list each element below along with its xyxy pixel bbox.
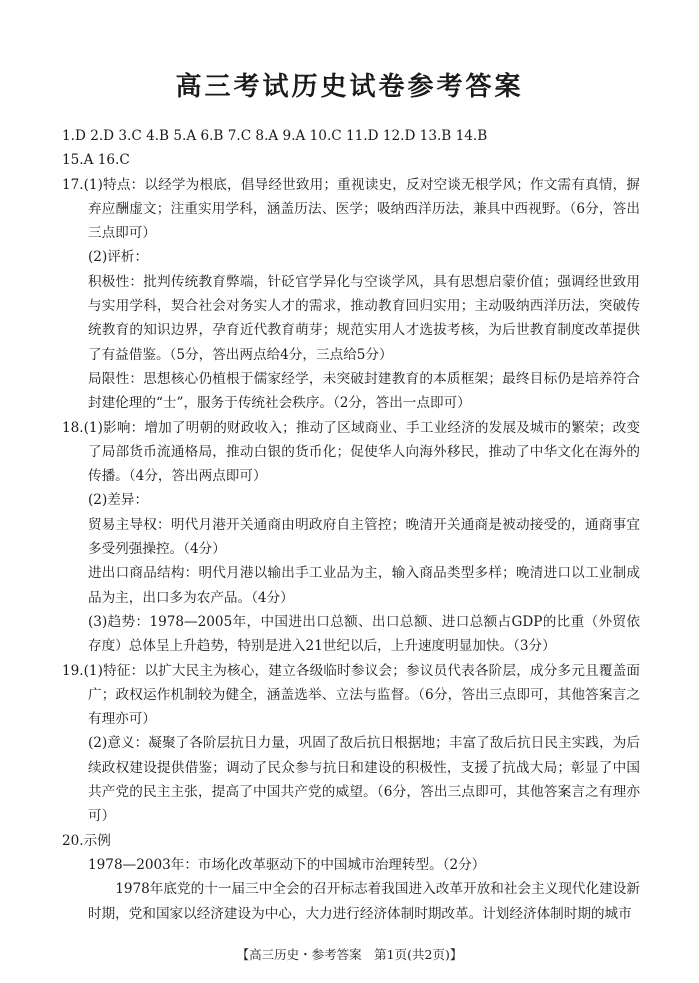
q19-part2: (2)意义：凝聚了各阶层抗日力量，巩固了敌后抗日根据地；丰富了敌后抗日民主实践，为后续政权建设提供借鉴；调动了民众参与抗日和建设的积极性，支援了抗战大局；彰显了中国共产党的民主主张，提高了中国共产党的威望。（6分，答出三点即可，其他答案言之有理亦可） (88, 735, 640, 825)
page-title: 高三考试历史试卷参考答案 (175, 72, 524, 102)
q19-part1: 19.(1)特征：以扩大民主为核心，建立各级临时参议会；参议员代表各阶层，成分多元且覆盖面广；政权运作机制较为健全，涵盖选举、立法与监督。（6分，答出三点即可，其他答案言之有理亦可） (62, 662, 640, 728)
q18-goods-structure: 进出口商品结构：明代月港以输出手工业品为主，输入商品类型多样；晚清进口以工业制成品为主，出口多为农产品。（4分） (88, 565, 640, 606)
choice-answers-line-2: 15.A 16.C (62, 152, 130, 169)
choice-answers-line-1: 1.D 2.D 3.C 4.B 5.A 6.B 7.C 8.A 9.A 10.C 11.D 12.D 13.B 14.B (62, 128, 488, 144)
q20-heading: 20.示例 (62, 832, 111, 849)
q18-trade-control: 贸易主导权：明代月港开关通商由明政府自主管控；晚清开关通商是被动接受的，通商事宜多受列强操控。（4分） (88, 516, 640, 558)
q20-body: 1978年底党的十一届三中全会的召开标志着我国进入改革开放和社会主义现代化建设新时期，党和国家以经济建设为中心，大力进行经济体制时期改革。计划经济体制时期的城市 (88, 881, 640, 922)
q17-part2-heading: (2)评析： (88, 249, 149, 266)
q18-part2-heading: (2)差异： (88, 492, 149, 509)
q17-part1: 17.(1)特点：以经学为根底，倡导经世致用；重视读史，反对空谈无根学风；作文需有真情，摒弃应酬虚文；注重实用学科，涵盖历法、医学；吸纳西洋历法，兼具中西视野。（6分，答出三点即可） (62, 176, 640, 242)
answer-body (62, 124, 640, 926)
q18-part3: (3)趋势：1978—2005年，中国进出口总额、出口总额、进口总额占GDP的比重（外贸依存度）总体呈上升趋势，特别是进入21世纪以后，上升速度明显加快。（3分） (88, 613, 640, 655)
page-footer: 【高三历史・参考答案 第1页(共2页)】 (236, 947, 463, 962)
q17-positive: 积极性：批判传统教育弊端，针砭官学异化与空谈学风，具有思想启蒙价值；强调经世致用与实用学科，契合社会对务实人才的需求，推动教育回归实用；主动吸纳西洋历法，突破传统教育的知识边界，孕育近代教育萌芽；规范实用人才选拔考核，为后世教育制度改革提供了有益借鉴。（5分，答出两点给4分，三点给5分） (88, 273, 640, 363)
q17-limitation: 局限性：思想核心仍植根于儒家经学，未突破封建教育的本质框架；最终目标仍是培养符合封建伦理的“士”，服务于传统社会秩序。（2分，答出一点即可） (88, 370, 640, 412)
q18-part1: 18.(1)影响：增加了明朝的财政收入；推动了区域商业、手工业经济的发展及城市的繁荣；改变了局部货币流通格局，推动白银的货币化；促使华人向海外移民，推动了中华文化在海外的传播。（4分，答出两点即可） (62, 419, 640, 485)
q20-theme: 1978—2003年：市场化改革驱动下的中国城市治理转型。（2分） (88, 856, 486, 873)
